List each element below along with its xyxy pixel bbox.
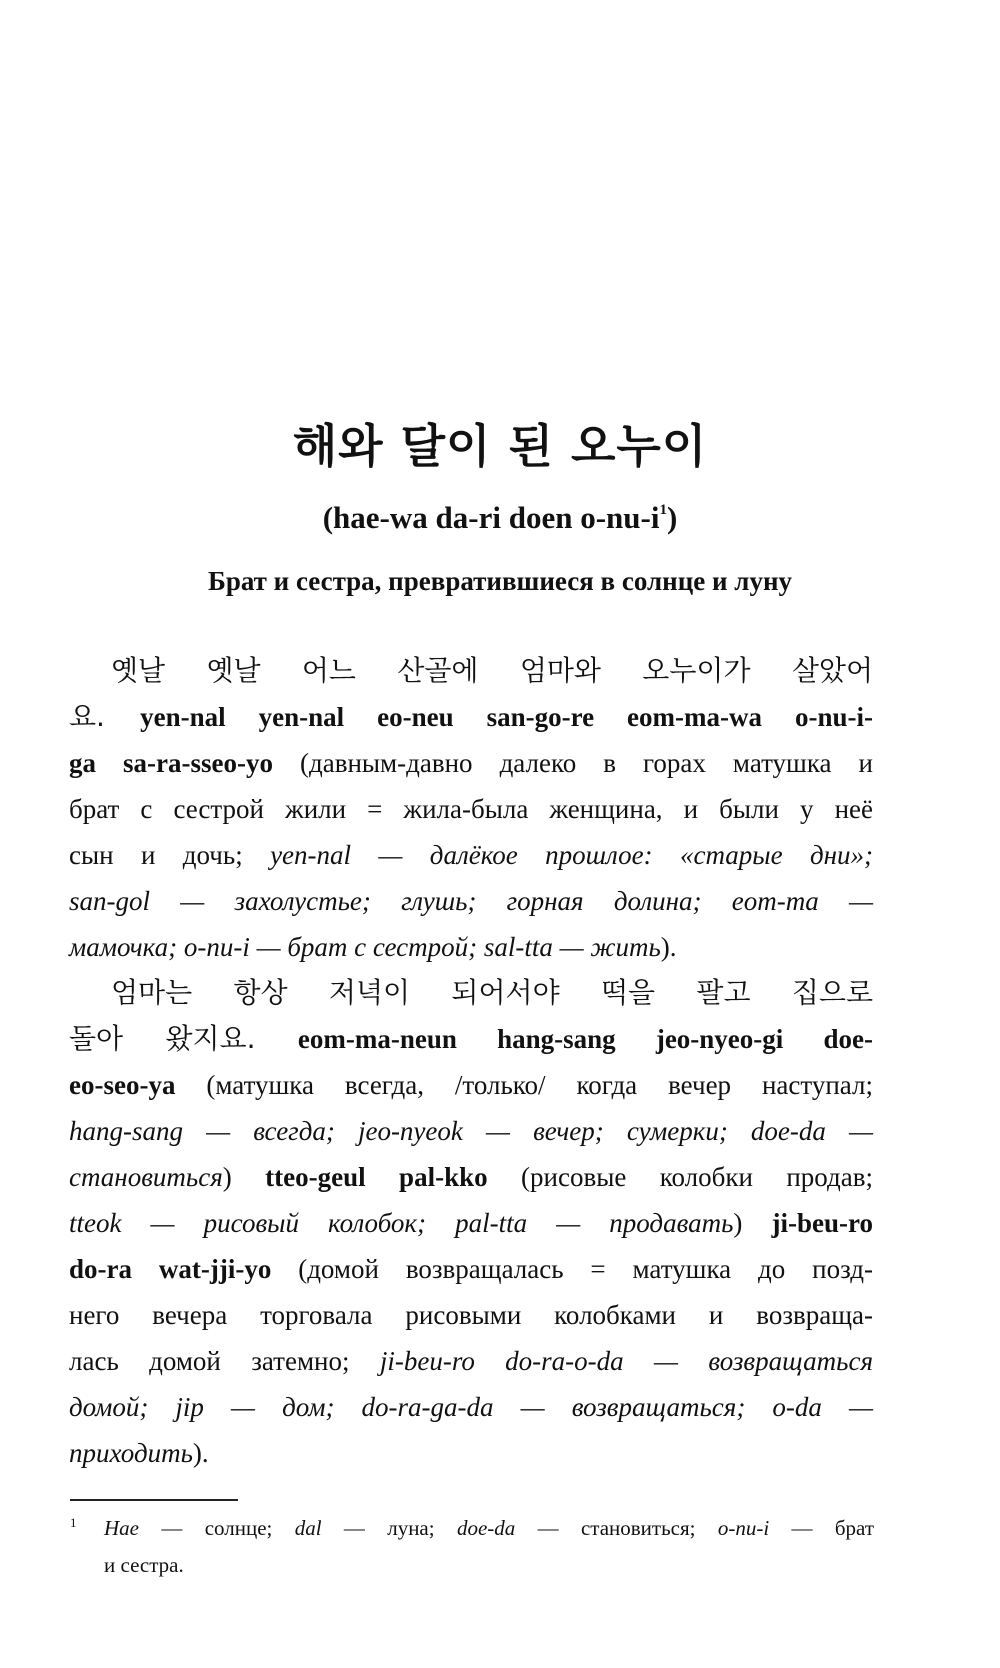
title-romanization — [0, 500, 1000, 536]
footnote-line — [70, 1510, 874, 1547]
text-line — [69, 1292, 873, 1338]
gloss: san-gol — захолустье; глушь; горная долина; eom-ma — — [69, 886, 873, 916]
page-title: 해와 달이 된 오누이 — [292, 419, 708, 473]
translation: и сестра. — [104, 1553, 184, 1577]
gloss: hang-sang — всегда; jeo-nyeok — вечер; сумерки; doe-da — — [69, 1116, 873, 1146]
translation: брат с сестрой жили = жила-была женщина, и были у неё — [69, 794, 873, 824]
gloss: приходить — [69, 1438, 193, 1468]
translation: него вечера торговала рисовыми колобками и возвраща- — [69, 1300, 873, 1330]
text-line — [69, 1338, 873, 1384]
translation: (матушка всегда, /только/ когда вечер наступал; — [175, 1070, 873, 1100]
footnote-divider — [70, 1499, 238, 1501]
romanization-close: ) — [666, 500, 678, 535]
gloss: doe-da — [456, 1516, 516, 1540]
text-line — [69, 1062, 873, 1108]
translation: (рисовые колобки продав; — [487, 1162, 874, 1192]
translation: — луна; — [321, 1516, 457, 1540]
romanization: yen-nal yen-nal eo-neu san-go-re eom-ma-wa o-nu-i- — [140, 702, 873, 732]
text-line — [69, 832, 873, 878]
gloss: домой; jip — дом; do-ra-ga-da — возвращаться; o-da — — [69, 1392, 873, 1422]
translation: (давным-давно далеко в горах матушка и — [272, 748, 873, 778]
gloss: Hae — [104, 1516, 139, 1540]
romanization: tteo-geul pal-kko — [265, 1162, 488, 1192]
romanization: eom-ma-neun hang-sang jeo-nyeo-gi doe- — [297, 1024, 873, 1054]
text-line — [69, 1384, 873, 1430]
gloss: ji-beu-ro do-ra-o-da — возвращаться — [379, 1346, 873, 1376]
text-line — [69, 648, 873, 694]
text-line — [69, 1246, 873, 1292]
footnote — [70, 1510, 874, 1584]
translation: — брат — [769, 1516, 874, 1540]
romanization: do-ra wat-jji-yo — [69, 1254, 272, 1284]
translation: ) — [222, 1162, 266, 1192]
korean-text: 돌아 왔지요. — [69, 1022, 298, 1055]
translation: — солнце; — [139, 1516, 295, 1540]
translation: ). — [660, 932, 677, 962]
korean-text: 옛날 옛날 어느 산골에 엄마와 오누이가 살았어 — [111, 654, 873, 687]
gloss: tteok — рисовый колобок; pal-tta — продавать — [69, 1208, 734, 1238]
text-line — [69, 694, 873, 740]
romanization: ga sa-ra-sseo-yo — [69, 748, 273, 778]
text-line — [69, 1016, 873, 1062]
translation: сын и дочь; — [69, 840, 271, 870]
text-line — [69, 970, 873, 1016]
title-translation: Брат и сестра, превратившиеся в солнце и луну — [207, 566, 793, 596]
footnote-mark: 1 — [70, 1515, 77, 1530]
footnote-line — [70, 1547, 874, 1584]
romanization: ji-beu-ro — [771, 1208, 873, 1238]
translation: ). — [192, 1438, 209, 1468]
translation: ) — [733, 1208, 772, 1238]
translation: лась домой затемно; — [69, 1346, 380, 1376]
text-line — [69, 924, 873, 970]
translation: — становиться; — [515, 1516, 718, 1540]
translation: (домой возвращалась = матушка до позд- — [271, 1254, 873, 1284]
gloss: dal — [294, 1516, 322, 1540]
text-line — [69, 1154, 873, 1200]
gloss: yen-nal — далёкое прошлое: «старые дни»; — [270, 840, 873, 870]
text-line — [69, 740, 873, 786]
romanization-text: (hae-wa da-ri doen o-nu-i — [322, 500, 660, 535]
romanization: eo-seo-ya — [69, 1070, 176, 1100]
korean-text: 엄마는 항상 저녁이 되어서야 떡을 팔고 집으로 — [111, 976, 873, 1009]
text-line — [69, 1430, 873, 1476]
text-line — [69, 786, 873, 832]
story-text — [69, 648, 873, 1476]
gloss: мамочка; o-nu-i — брат с сестрой; sal-tta — жить — [69, 932, 661, 962]
footnote-reference: 1 — [659, 502, 667, 518]
text-line — [69, 1108, 873, 1154]
gloss: становиться — [69, 1162, 223, 1192]
gloss: o-nu-i — [717, 1516, 770, 1540]
text-line — [69, 878, 873, 924]
text-line — [69, 1200, 873, 1246]
korean-text: 요. — [69, 700, 141, 733]
